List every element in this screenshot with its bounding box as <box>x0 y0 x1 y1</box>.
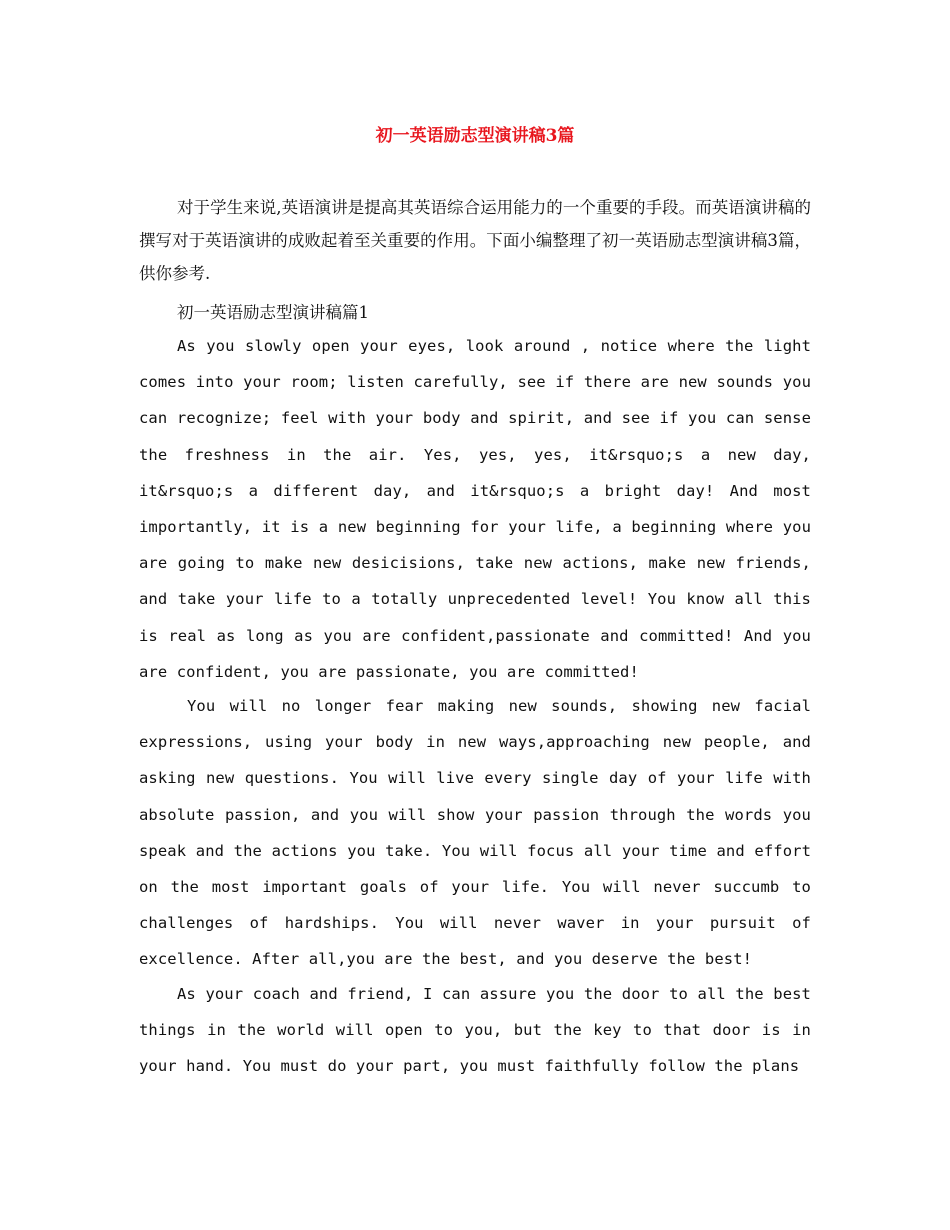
section-heading: 初一英语励志型演讲稿篇1 <box>177 303 369 322</box>
speech-paragraph-1: As you slowly open your eyes, look around , notice where the light comes into your room; listen carefully, see if there are new sounds you can recognize; feel with your body and spirit, and see if you can sense the freshness in the air. Yes, yes, yes, it&rsquo;s a new day, it&rsquo;s a different day, and it&rsquo;s a bright day! And most importantly, it is a new beginning for your life, a beginning where you are going to make new desicisions, take new actions, make new friends, and take your life to a totally unprecedented level! You know all this is real as long as you are confident,passionate and committed! And you are confident, you are passionate, you are committed! <box>139 337 811 681</box>
document-title: 初一英语励志型演讲稿3篇 <box>375 126 575 146</box>
intro-paragraph: 对于学生来说,英语演讲是提高其英语综合运用能力的一个重要的手段。而英语演讲稿的撰写对于英语演讲的成败起着至关重要的作用。下面小编整理了初一英语励志型演讲稿3篇，供你参考. <box>139 198 811 283</box>
speech-paragraph-2: You will no longer fear making new sounds, showing new facial expressions, using your body in new ways,approaching new people, and asking new questions. You will live every single day of your life with absolute passion, and you will show your passion through the words you speak and the actions you take. You will focus all your time and effort on the most important goals of your life. You will never succumb to challenges of hardships. You will never waver in your pursuit of excellence. After all,you are the best, and you deserve the best! <box>139 697 811 969</box>
speech-paragraph-3: As your coach and friend, I can assure you the door to all the best things in the world will open to you, but the key to that door is in your hand. You must do your part, you must faithfully follow the plans <box>139 985 811 1076</box>
